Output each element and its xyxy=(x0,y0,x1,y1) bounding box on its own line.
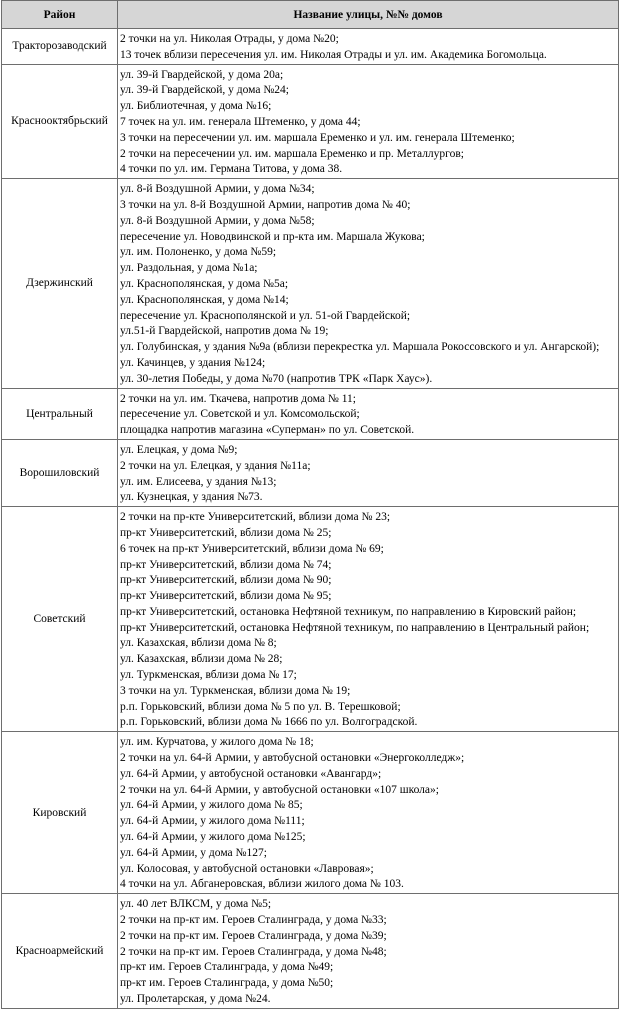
street-address-line: 3 точки на пересечении ул. им. маршала Еременко и ул. им. генерала Штеменко; xyxy=(120,131,515,144)
street-address-line: ул. Колосовая, у автобусной остановки «Лавровая»; xyxy=(120,862,374,875)
table-row xyxy=(2,894,619,1009)
street-address-line: пр-кт Университетский, вблизи дома № 25; xyxy=(120,526,332,539)
district-column-header: Район xyxy=(2,1,118,29)
streets-cell xyxy=(118,179,619,388)
street-address-line: ул. им. Курчатова, у жилого дома № 18; xyxy=(120,736,314,749)
street-address-line: ул. им. Елисеева, у здания №13; xyxy=(120,475,277,488)
streets-cell xyxy=(118,732,619,894)
street-address-line: 3 точки на ул. Туркменская, вблизи дома № 19; xyxy=(120,684,351,697)
street-address-line: ул. Раздольная, у дома №1а; xyxy=(120,262,258,275)
street-address-line: 2 точки на ул. 64-й Армии, у автобусной остановки «Энергоколледж»; xyxy=(120,752,465,765)
street-address-line: пр-кт им. Героев Сталинграда, у дома №50; xyxy=(120,977,334,990)
street-address-line: пр-кт Университетский, вблизи дома № 95; xyxy=(120,590,332,603)
streets-cell xyxy=(118,388,619,439)
street-address-line: ул. 64-й Армии, у дома №127; xyxy=(120,846,267,859)
street-address-line: пр-кт Университетский, остановка Нефтяной техникум, по направлению в Кировский район; xyxy=(120,605,577,618)
street-address-line: ул. 64-й Армии, у жилого дома №125; xyxy=(120,831,306,844)
street-address-line: пр-кт Университетский, вблизи дома № 74; xyxy=(120,558,332,571)
street-address-line: пересечение ул. Советской и ул. Комсомольской; xyxy=(120,408,360,421)
table-row xyxy=(2,64,619,179)
street-address-line: ул. 8-й Воздушной Армии, у дома №58; xyxy=(120,214,315,227)
street-address-line: р.п. Горьковский, вблизи дома № 5 по ул. В. Терешковой; xyxy=(120,700,401,713)
street-address-line: ул. Качинцев, у здания №124; xyxy=(120,356,266,369)
street-address-line: пр-кт им. Героев Сталинграда, у дома №49; xyxy=(120,961,334,974)
district-cell: Дзержинский xyxy=(2,179,118,388)
district-cell: Кировский xyxy=(2,732,118,894)
streets-column-header: Название улицы, №№ домов xyxy=(118,1,619,29)
district-cell: Тракторозаводский xyxy=(2,29,118,65)
street-address-line: ул. Библиотечная, у дома №16; xyxy=(120,100,272,113)
district-cell: Краснооктябрьский xyxy=(2,64,118,179)
streets-cell xyxy=(118,29,619,65)
street-address-line: пр-кт Университетский, остановка Нефтяной техникум, по направлению в Центральный район; xyxy=(120,621,590,634)
street-address-line: 2 точки на пр-кт им. Героев Сталинграда, у дома №48; xyxy=(120,945,387,958)
streets-cell xyxy=(118,894,619,1009)
street-address-line: ул. 40 лет ВЛКСМ, у дома №5; xyxy=(120,898,272,911)
street-address-line: ул. Краснополянская, у дома №5а; xyxy=(120,277,289,290)
street-address-line: пересечение ул. Краснополянской и ул. 51-ой Гвардейской; xyxy=(120,309,411,322)
street-address-line: ул. Туркменская, вблизи дома № 17; xyxy=(120,669,297,682)
district-cell: Центральный xyxy=(2,388,118,439)
street-address-line: ул. 30-летия Победы, у дома №70 (напротив ТРК «Парк Хаус»). xyxy=(120,372,433,385)
street-address-line: 2 точки на пр-кт им. Героев Сталинграда, у дома №39; xyxy=(120,929,387,942)
street-address-line: ул.51-й Гвардейской, напротив дома № 19; xyxy=(120,325,329,338)
street-address-line: ул. Казахская, вблизи дома № 8; xyxy=(120,637,277,650)
street-address-line: ул. Елецкая, у дома №9; xyxy=(120,443,238,456)
streets-cell xyxy=(118,507,619,732)
table-header-row xyxy=(2,1,619,29)
street-address-line: пересечение ул. Новодвинской и пр-кта им. Маршала Жукова; xyxy=(120,230,425,243)
street-address-line: 2 точки на ул. Николая Отрады, у дома №20; xyxy=(120,33,339,45)
street-address-line: площадка напротив магазина «Суперман» по ул. Советской. xyxy=(120,424,415,437)
street-address-line: 4 точки на ул. Абганеровская, вблизи жилого дома № 103. xyxy=(120,878,404,891)
street-address-line: ул. 64-й Армии, у жилого дома №111; xyxy=(120,815,305,828)
street-address-line: ул. им. Полоненко, у дома №59; xyxy=(120,246,277,259)
street-address-line: ул. 39-й Гвардейской, у дома 20а; xyxy=(120,68,284,81)
street-address-line: ул. Голубинская, у здания №9а (вблизи перекрестка ул. Маршала Рокоссовского и ул. Ангарской); xyxy=(120,341,600,354)
streets-cell xyxy=(118,64,619,179)
street-address-line: ул. 64-й Армии, у автобусной остановки «Авангард»; xyxy=(120,767,382,780)
street-address-line: 2 точки на ул. им. Ткачева, напротив дома № 11; xyxy=(120,392,356,405)
table-row xyxy=(2,507,619,732)
table-row xyxy=(2,29,619,65)
street-address-line: ул. Казахская, вблизи дома № 28; xyxy=(120,653,283,666)
street-address-line: ул. 64-й Армии, у жилого дома № 85; xyxy=(120,799,303,812)
district-cell: Ворошиловский xyxy=(2,439,118,506)
street-address-line: 3 точки на ул. 8-й Воздушной Армии, напротив дома № 40; xyxy=(120,198,411,211)
street-address-line: 2 точки на пр-кте Университетский, вблизи дома № 23; xyxy=(120,511,391,524)
table-row xyxy=(2,439,619,506)
streets-cell xyxy=(118,439,619,506)
street-address-line: 2 точки на пересечении ул. им. маршала Еременко и пр. Металлургов; xyxy=(120,147,464,160)
street-address-line: 2 точки на ул. 64-й Армии, у автобусной остановки «107 школа»; xyxy=(120,783,439,796)
table-row xyxy=(2,179,619,388)
table-body xyxy=(2,29,619,1009)
district-cell: Красноармейский xyxy=(2,894,118,1009)
street-address-line: ул. Пролетарская, у дома №24. xyxy=(120,993,271,1006)
street-address-line: 7 точек на ул. им. генерала Штеменко, у дома 44; xyxy=(120,115,361,128)
street-address-line: 4 точки по ул. им. Германа Титова, у дома 38. xyxy=(120,163,343,176)
street-address-line: 13 точек вблизи пересечения ул. им. Николая Отрады и ул. им. Академика Богомольца. xyxy=(120,48,547,61)
street-address-line: р.п. Горьковский, вблизи дома № 1666 по ул. Волгоградской. xyxy=(120,716,418,729)
street-address-line: ул. Кузнецкая, у здания №73. xyxy=(120,491,263,504)
street-address-line: ул. 39-й Гвардейской, у дома №24; xyxy=(120,84,290,97)
street-address-line: 2 точки на ул. Елецкая, у здания №11а; xyxy=(120,459,311,472)
table-row xyxy=(2,732,619,894)
addresses-table xyxy=(1,0,619,1009)
district-cell: Советский xyxy=(2,507,118,732)
street-address-line: 2 точки на пр-кт им. Героев Сталинграда, у дома №33; xyxy=(120,914,387,927)
street-address-line: ул. 8-й Воздушной Армии, у дома №34; xyxy=(120,183,315,196)
street-address-line: пр-кт Университетский, вблизи дома № 90; xyxy=(120,574,332,587)
table-row xyxy=(2,388,619,439)
street-address-line: 6 точек на пр-кт Университетский, вблизи дома № 69; xyxy=(120,542,384,555)
street-address-line: ул. Краснополянская, у дома №14; xyxy=(120,293,289,306)
